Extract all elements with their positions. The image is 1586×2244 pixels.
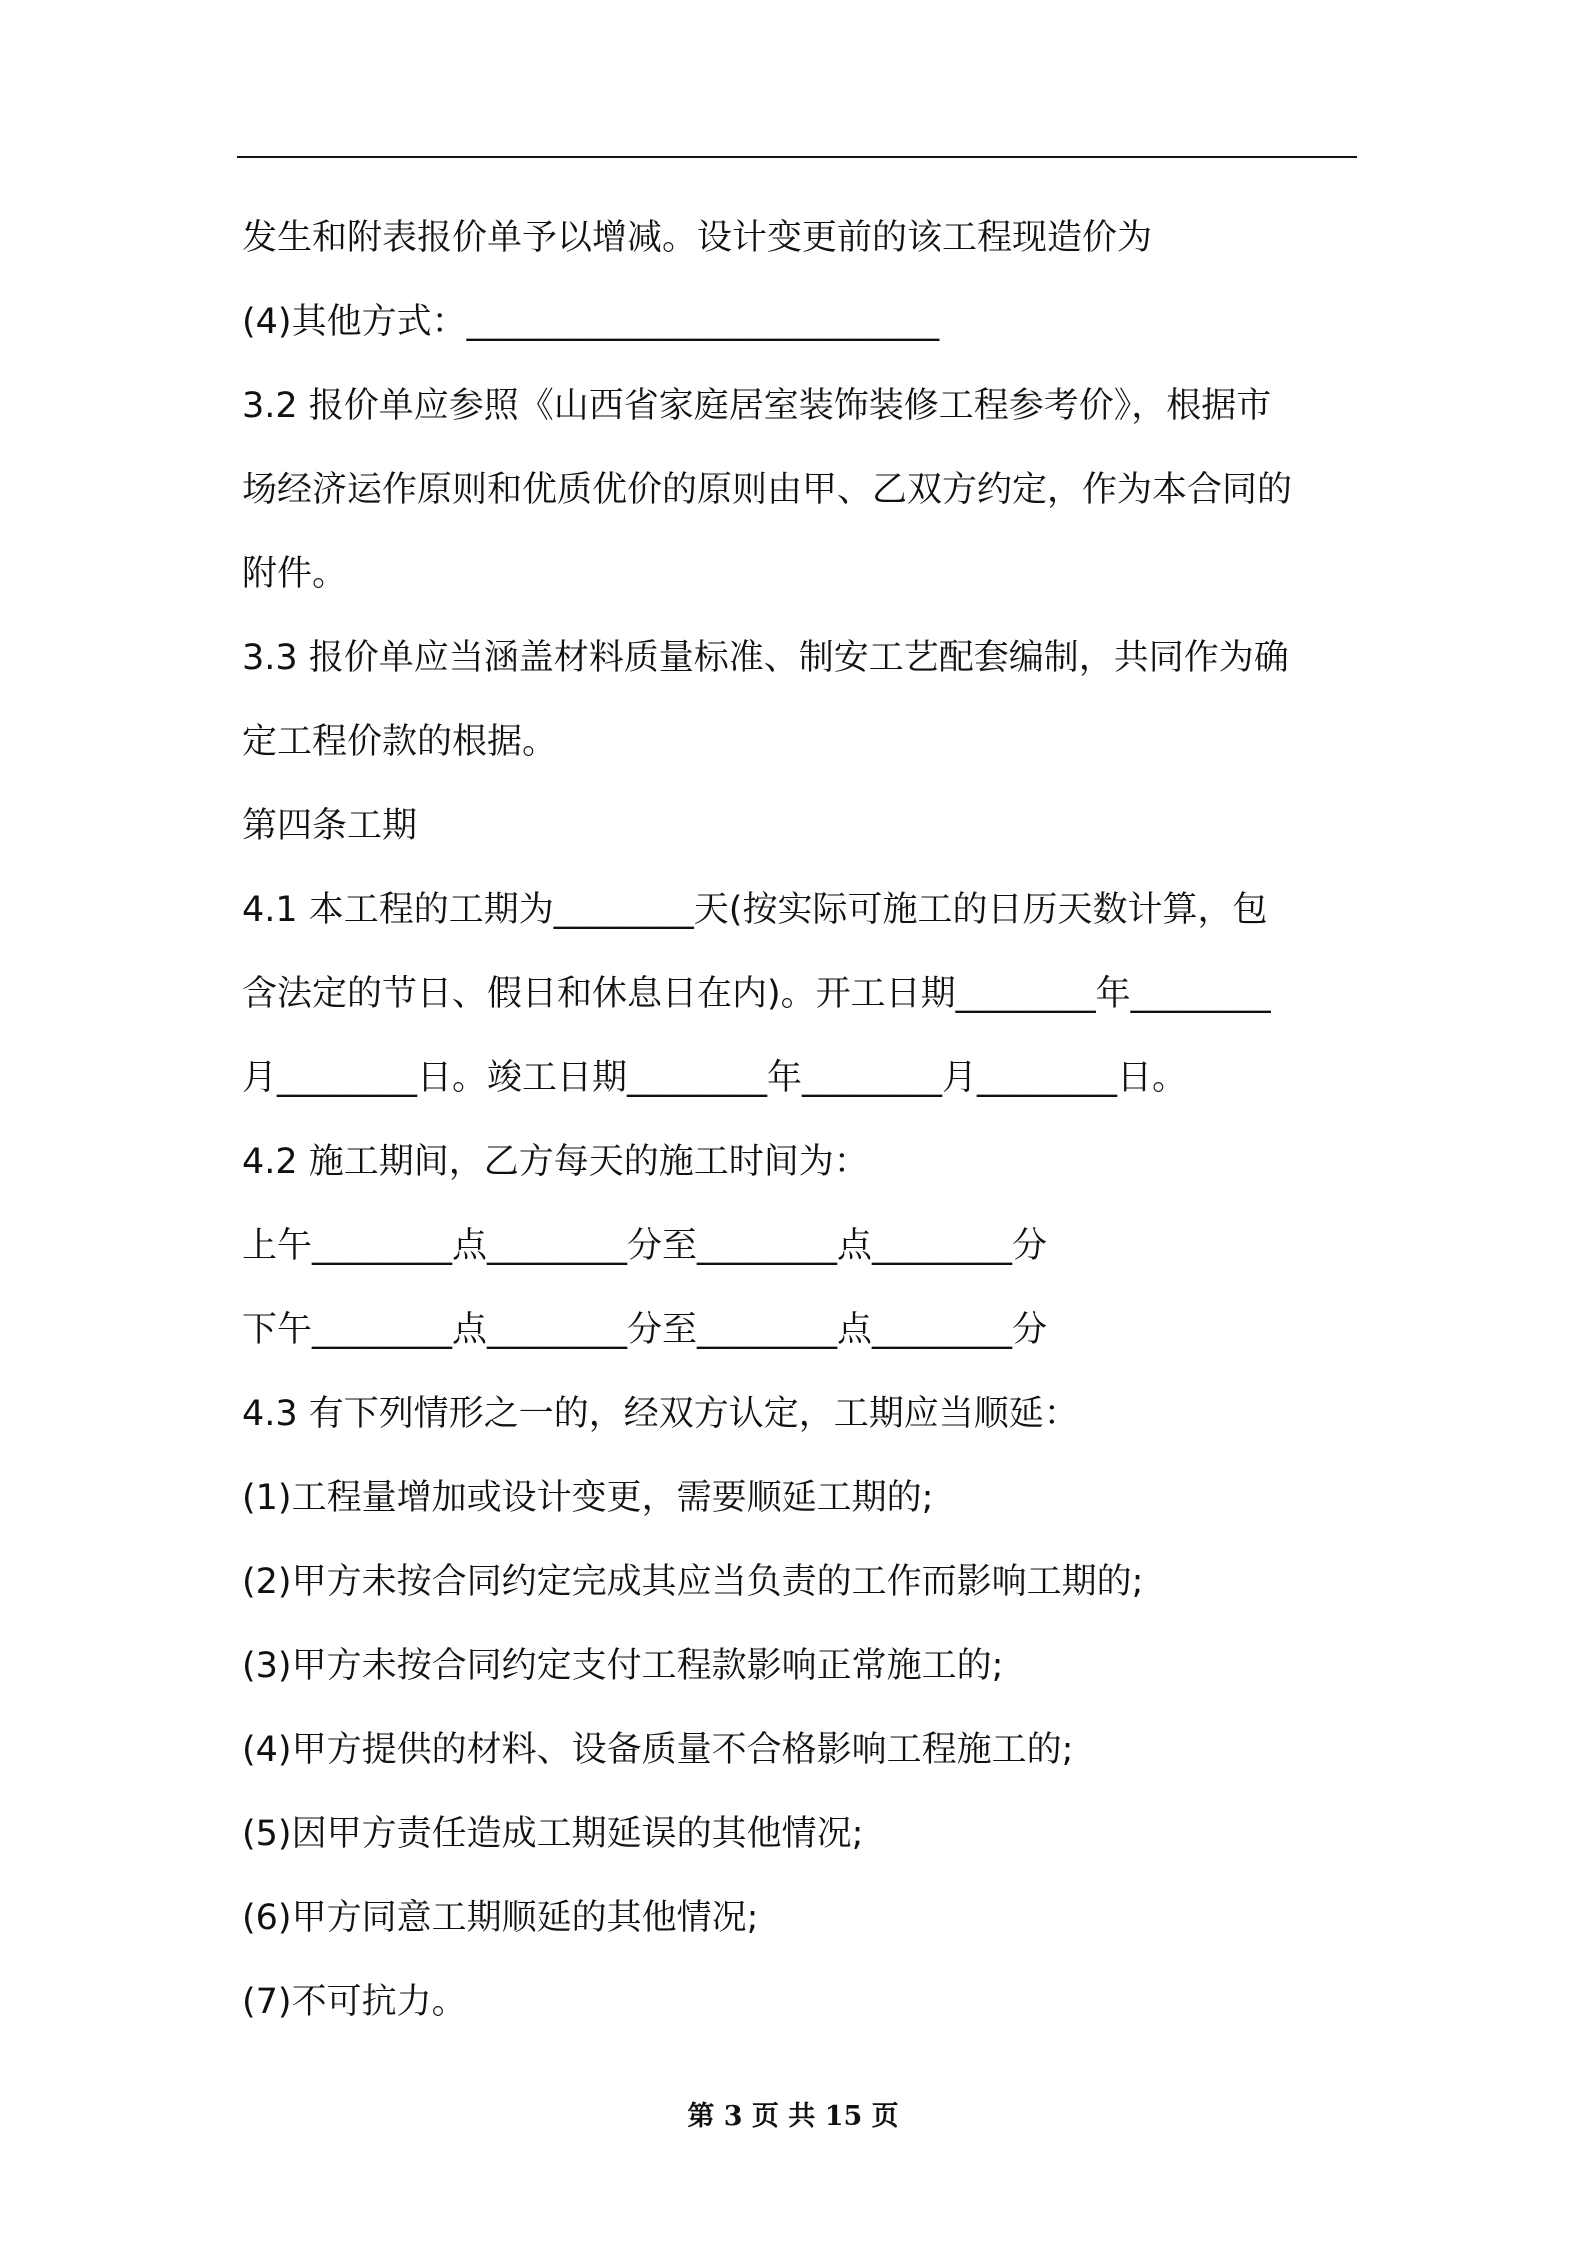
list-item: (7)不可抗力。 (242, 1982, 467, 2022)
paragraph-line: 月________日。竣工日期________年________月________日。 (242, 1058, 1188, 1098)
paragraph-line: 场经济运作原则和优质优价的原则由甲、乙双方约定，作为本合同的 (242, 470, 1293, 510)
list-item: (1)工程量增加或设计变更，需要顺延工期的; (242, 1478, 934, 1518)
paragraph-line: 3.3 报价单应当涵盖材料质量标准、制安工艺配套编制，共同作为确 (242, 638, 1289, 678)
document-body (242, 196, 1362, 2044)
paragraph-line: 下午________点________分至________点________分 (242, 1310, 1048, 1350)
paragraph-line: 4.2 施工期间，乙方每天的施工时间为： (242, 1142, 869, 1182)
section-heading: 第四条工期 (242, 806, 418, 846)
list-item: (2)甲方未按合同约定完成其应当负责的工作而影响工期的; (242, 1562, 1144, 1602)
paragraph-line: 上午________点________分至________点________分 (242, 1226, 1048, 1266)
list-item: (5)因甲方责任造成工期延误的其他情况; (242, 1814, 864, 1854)
paragraph-line: 4.1 本工程的工期为________天(按实际可施工的日历天数计算，包 (242, 890, 1268, 930)
list-item: (6)甲方同意工期顺延的其他情况; (242, 1898, 759, 1938)
paragraph-line: 含法定的节日、假日和休息日在内)。开工日期________年________ (242, 974, 1271, 1014)
list-item: (4)甲方提供的材料、设备质量不合格影响工程施工的; (242, 1730, 1074, 1770)
header-rule (237, 156, 1357, 158)
paragraph-line: 附件。 (242, 554, 348, 594)
paragraph-line: 4.3 有下列情形之一的，经双方认定，工期应当顺延： (242, 1394, 1079, 1434)
page-number: 第 3 页 共 15 页 (687, 2101, 899, 2132)
paragraph-line: (4)其他方式：___________________________ (242, 302, 940, 342)
list-item: (3)甲方未按合同约定支付工程款影响正常施工的; (242, 1646, 1004, 1686)
paragraph-line: 定工程价款的根据。 (242, 722, 558, 762)
paragraph-line: 发生和附表报价单予以增减。设计变更前的该工程现造价为 (242, 218, 1153, 258)
paragraph-line: 3.2 报价单应参照《山西省家庭居室装饰装修工程参考价》，根据市 (242, 386, 1272, 426)
